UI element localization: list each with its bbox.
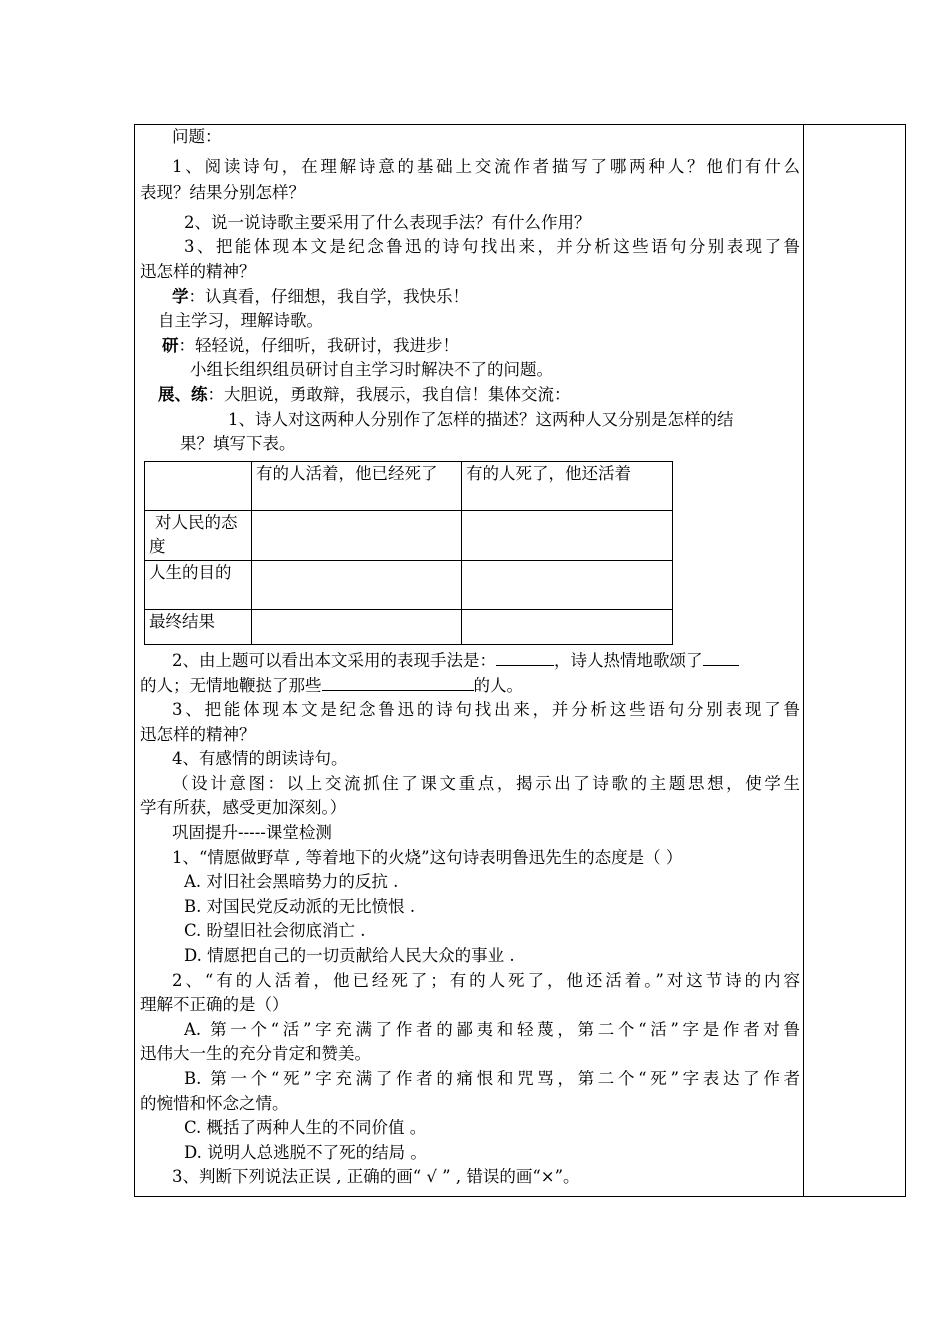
column-divider [803, 124, 804, 1197]
lesson-content [140, 125, 800, 1190]
group-discussion-line: 小组长组织组员研讨自主学习时解决不了的问题。 [190, 360, 553, 380]
check-question-1-option-d: D. 情愿把自己的一切贡献给人民大众的事业 . [184, 946, 515, 966]
exercise-1-line-2: 果？填写下表。 [180, 434, 296, 454]
table-row [145, 510, 673, 560]
check-question-2-option-a-line-2: 迅伟大一生的充分肯定和赞美。 [140, 1044, 371, 1064]
show-line [140, 383, 800, 408]
table-cell[interactable] [252, 510, 462, 560]
check-question-1-option-c: C. 盼望旧社会彻底消亡 . [184, 921, 366, 941]
check-question-2-option-b-line-1: B. 第一个“死”字充满了作者的痛恨和咒骂，第二个“死”字表达了作者 [184, 1069, 800, 1088]
check-question-1-option-a: A. 对旧社会黑暗势力的反抗 . [184, 872, 399, 892]
answer-blank-technique[interactable] [496, 649, 554, 666]
fill-in-table [144, 461, 673, 645]
exercise-2-line-1: 2、由上题可以看出本文采用的表现手法是： ，诗人热情地歌颂了 [140, 649, 800, 674]
table-row-label: 对人民的态度 [145, 510, 252, 560]
check-question-2-option-b-line-2: 的惋惜和怀念之情。 [140, 1093, 289, 1113]
self-study-line: 自主学习，理解诗歌。 [158, 311, 323, 331]
learn-text: ：认真看，仔细想，我自学，我快乐！ [188, 286, 469, 306]
learn-label: 学 [172, 286, 189, 306]
question-1-line-2: 表现？结果分别怎样？ [140, 183, 305, 203]
table-cell[interactable] [462, 510, 673, 560]
question-2: 2、说一说诗歌主要采用了什么表现手法？有什么作用？ [184, 212, 591, 232]
table-row [145, 560, 673, 609]
answer-blank-criticized[interactable] [322, 674, 474, 691]
table-corner-cell [145, 461, 252, 510]
question-header: 问题： [172, 127, 222, 146]
table-row-label: 人生的目的 [145, 560, 252, 609]
check-question-3: 3、判断下列说法正误 , 正确的画“ √ ” , 错误的画“×”。 [172, 1167, 580, 1187]
research-text: ：轻轻说，仔细听，我研讨，我进步！ [178, 335, 459, 355]
exercise-2-line-2: 的人；无情地鞭挞了那些 的人。 [140, 675, 523, 695]
research-label: 研 [162, 335, 179, 355]
exercise-3-line-1: 3、把能体现本文是纪念鲁迅的诗句找出来，并分析这些语句分别表现了鲁 [172, 700, 800, 720]
design-intent-line-1: （设计意图：以上交流抓住了课文重点，揭示出了诗歌的主题思想，使学生 [172, 773, 800, 793]
design-intent-line-2: 学有所获，感受更加深刻。） [140, 798, 347, 818]
table-cell[interactable] [462, 560, 673, 609]
show-text: ：大胆说，勇敢辩，我展示，我自信！集体交流： [207, 384, 571, 404]
research-line [140, 334, 800, 359]
answer-blank-praised[interactable] [703, 649, 739, 666]
table-header-alive: 有的人活着，他已经死了 [252, 461, 462, 510]
learn-line [140, 285, 800, 310]
table-row [145, 609, 673, 644]
check-question-2-option-c: C. 概括了两种人生的不同价值 。 [184, 1118, 427, 1138]
table-cell[interactable] [252, 560, 462, 609]
question-3-line-1: 3、把能体现本文是纪念鲁迅的诗句找出来，并分析这些语句分别表现了鲁 [184, 237, 800, 257]
consolidate-heading: 巩固提升-----课堂检测 [172, 823, 332, 843]
question-1-line-1: 1、阅读诗句，在理解诗意的基础上交流作者描写了哪两种人？他们有什么 [172, 156, 800, 176]
show-label: 展、练 [158, 384, 208, 404]
exercise-4: 4、有感情的朗读诗句。 [172, 749, 348, 769]
table-cell[interactable] [252, 609, 462, 644]
exercise-1-line-1: 1、诗人对这两种人分别作了怎样的描述？这两种人又分别是怎样的结 [228, 409, 734, 429]
check-question-2-line-2: 理解不正确的是（） [140, 995, 289, 1015]
exercise-3-line-2: 迅怎样的精神？ [140, 724, 256, 744]
check-question-1: 1、“情愿做野草 , 等着地下的火烧”这句诗表明鲁迅先生的态度是（ ） [172, 847, 683, 867]
check-question-2-option-d: D. 说明人总逃脱不了死的结局 。 [184, 1142, 427, 1162]
check-question-2-option-a-line-1: A. 第一个“活”字充满了作者的鄙夷和轻蔑，第二个“活”字是作者对鲁 [184, 1019, 800, 1039]
check-question-2-line-1: 2、“有的人活着，他已经死了；有的人死了，他还活着。”对这节诗的内容 [172, 970, 800, 990]
check-question-1-option-b: B. 对国民党反动派的无比愤恨 . [184, 896, 416, 916]
table-row-label: 最终结果 [145, 609, 252, 644]
question-3-line-2: 迅怎样的精神？ [140, 261, 256, 281]
table-cell[interactable] [462, 609, 673, 644]
table-header-dead: 有的人死了，他还活着 [462, 461, 673, 510]
table-header-row [145, 461, 673, 510]
